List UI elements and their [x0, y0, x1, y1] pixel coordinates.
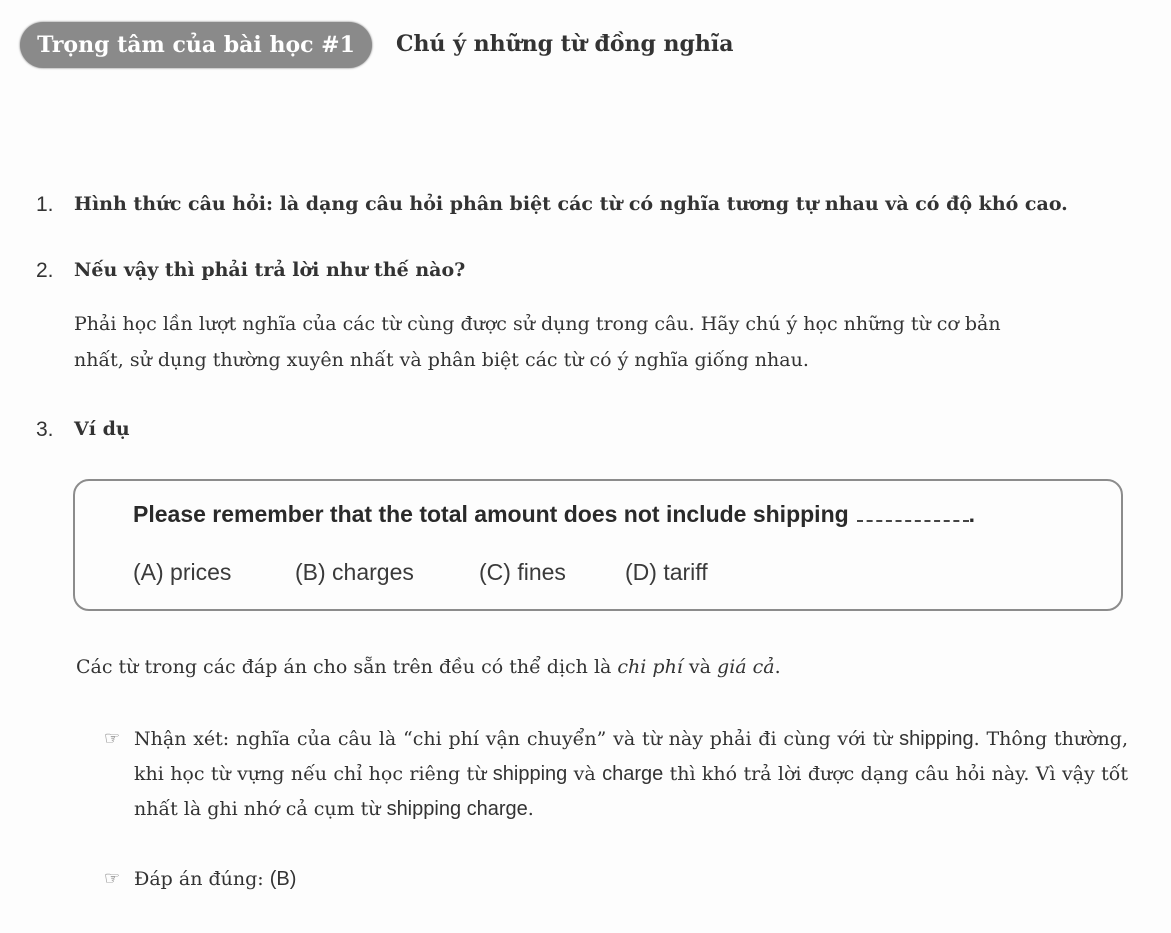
remark-word-shipping-charge: shipping charge [386, 798, 528, 820]
paragraph-line-1: Phải học lần lượt nghĩa của các từ cùng được sử dụng trong câu. Hãy chú ý học những từ cơ bản [74, 313, 1001, 335]
explanation-term-cost: chi phí [617, 656, 683, 678]
answer-blank [857, 508, 969, 522]
item-number-1: 1. [36, 193, 54, 216]
explanation-line [76, 650, 781, 684]
item-how-to-answer: Nếu vậy thì phải trả lời như thế nào? [74, 259, 466, 281]
explanation-term-price: giá cả [717, 656, 775, 678]
remark-part-3: và [567, 763, 603, 785]
lesson-badge: Trọng tâm của bài học #1 [20, 22, 372, 68]
option-c: (C) fines [479, 559, 566, 585]
paragraph-line-2: nhất, sử dụng thường xuyên nhất và phân biệt các từ có ý nghĩa giống nhau. [74, 349, 809, 371]
example-question [133, 501, 975, 528]
item-number-2: 2. [36, 259, 54, 282]
option-d: (D) tariff [625, 559, 708, 585]
item-example: Ví dụ [74, 418, 130, 440]
option-a: (A) prices [133, 559, 232, 585]
explanation-prefix: Các từ trong các đáp án cho sẵn trên đều có thể dịch là [76, 656, 618, 678]
answer-value: (B) [269, 868, 297, 890]
example-question-text: Please remember that the total amount does not include shipping [133, 501, 849, 527]
remark-part-2: . Thông thường, khi học từ vựng nếu chỉ học riêng từ [134, 728, 1128, 785]
remark-part-1: Nhận xét: nghĩa của câu là “chi phí vận chuyển” và từ này phải đi cùng với từ [134, 728, 900, 750]
correct-answer [134, 862, 296, 897]
pointing-hand-icon: ☞ [104, 728, 121, 749]
explanation-middle: và [682, 656, 718, 678]
explanation-suffix: . [774, 656, 781, 678]
remark-part-5: . [527, 798, 534, 820]
example-box [73, 479, 1123, 611]
option-b: (B) charges [295, 559, 414, 585]
item-number-3: 3. [36, 418, 54, 441]
lesson-title: Chú ý những từ đồng nghĩa [396, 31, 734, 57]
remark-word-charge: charge [602, 763, 664, 785]
remark-word-shipping-2: shipping [492, 763, 568, 785]
item-question-type: Hình thức câu hỏi: là dạng câu hỏi phân biệt các từ có nghĩa tương tự nhau và có độ khó cao. [74, 193, 1068, 215]
example-question-end: . [968, 501, 976, 527]
remark-word-shipping: shipping [899, 728, 974, 750]
pointing-hand-icon: ☞ [104, 868, 121, 889]
remark-paragraph [134, 722, 1128, 827]
answer-label: Đáp án đúng: [134, 868, 270, 890]
remark-part-4: thì khó trả lời được dạng câu hỏi này. Vì vậy tốt nhất là ghi nhớ cả cụm từ [134, 763, 1128, 820]
how-to-answer-paragraph [74, 306, 1124, 378]
